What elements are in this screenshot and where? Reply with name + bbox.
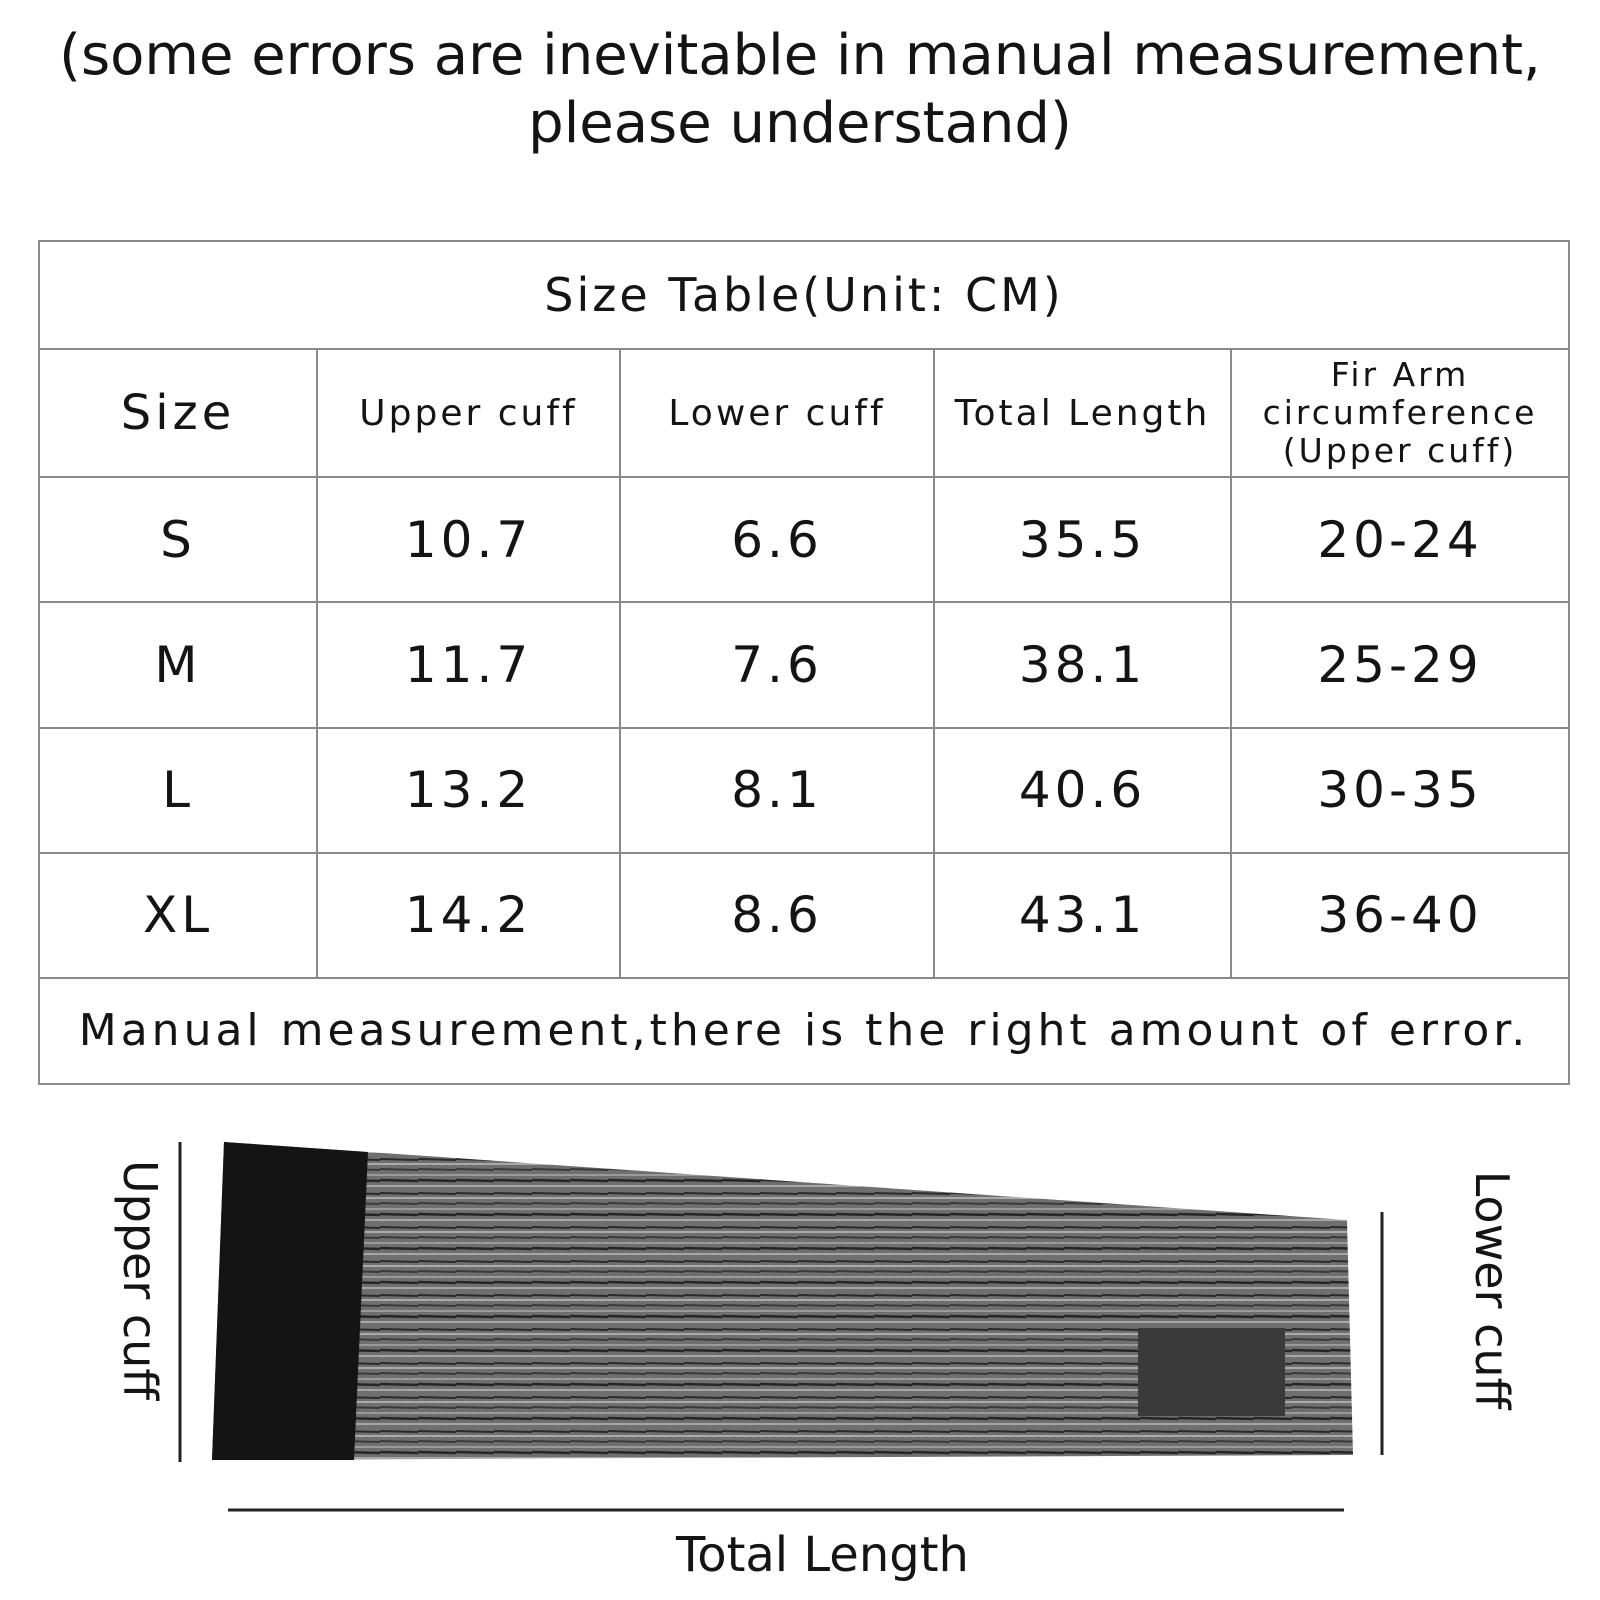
cell-lower-cuff: 6.6 [620, 477, 934, 602]
table-row [39, 602, 1569, 727]
cell-size: M [39, 602, 317, 727]
size-table [38, 240, 1570, 1085]
cell-upper-cuff: 14.2 [317, 853, 620, 978]
measurement-note [0, 22, 1600, 158]
cell-total-length: 43.1 [934, 853, 1231, 978]
cell-upper-cuff: 11.7 [317, 602, 620, 727]
cell-total-length: 35.5 [934, 477, 1231, 602]
logo-patch [1138, 1328, 1285, 1416]
header-size: Size [39, 349, 317, 477]
upper-cuff-band [212, 1142, 368, 1460]
total-length-label: Total Length [676, 1527, 969, 1583]
header-lower-cuff: Lower cuff [620, 349, 934, 477]
cell-size: L [39, 728, 317, 853]
table-footer-note: Manual measurement,there is the right amount of error. [39, 978, 1569, 1084]
cell-lower-cuff: 8.6 [620, 853, 934, 978]
note-line-2: please understand) [528, 91, 1072, 156]
sleeve-body [212, 1142, 1353, 1460]
header-total-length: Total Length [934, 349, 1231, 477]
cell-lower-cuff: 8.1 [620, 728, 934, 853]
cell-circumference: 25-29 [1231, 602, 1569, 727]
header-fit-arm-line-1: Fir Arm [1330, 355, 1470, 395]
table-header-row [39, 349, 1569, 477]
cell-upper-cuff: 10.7 [317, 477, 620, 602]
header-upper-cuff: Upper cuff [317, 349, 620, 477]
table-row [39, 477, 1569, 602]
header-fit-arm-circumference [1231, 349, 1569, 477]
lower-cuff-label: Lower cuff [1465, 1170, 1519, 1410]
cell-size: XL [39, 853, 317, 978]
cell-size: S [39, 477, 317, 602]
cell-lower-cuff: 7.6 [620, 602, 934, 727]
note-line-1: (some errors are inevitable in manual measurement, [59, 23, 1541, 88]
table-title: Size Table(Unit: CM) [39, 241, 1569, 349]
cell-circumference: 20-24 [1231, 477, 1569, 602]
cell-circumference: 36-40 [1231, 853, 1569, 978]
cell-total-length: 40.6 [934, 728, 1231, 853]
cell-upper-cuff: 13.2 [317, 728, 620, 853]
table-title-row [39, 241, 1569, 349]
table-footer-row [39, 978, 1569, 1084]
header-fit-arm-line-2: circumference [1262, 393, 1538, 433]
cell-total-length: 38.1 [934, 602, 1231, 727]
table-row [39, 728, 1569, 853]
header-fit-arm-line-3: (Upper cuff) [1282, 431, 1518, 471]
table-row [39, 853, 1569, 978]
cell-circumference: 30-35 [1231, 728, 1569, 853]
upper-cuff-label: Upper cuff [113, 1159, 167, 1401]
